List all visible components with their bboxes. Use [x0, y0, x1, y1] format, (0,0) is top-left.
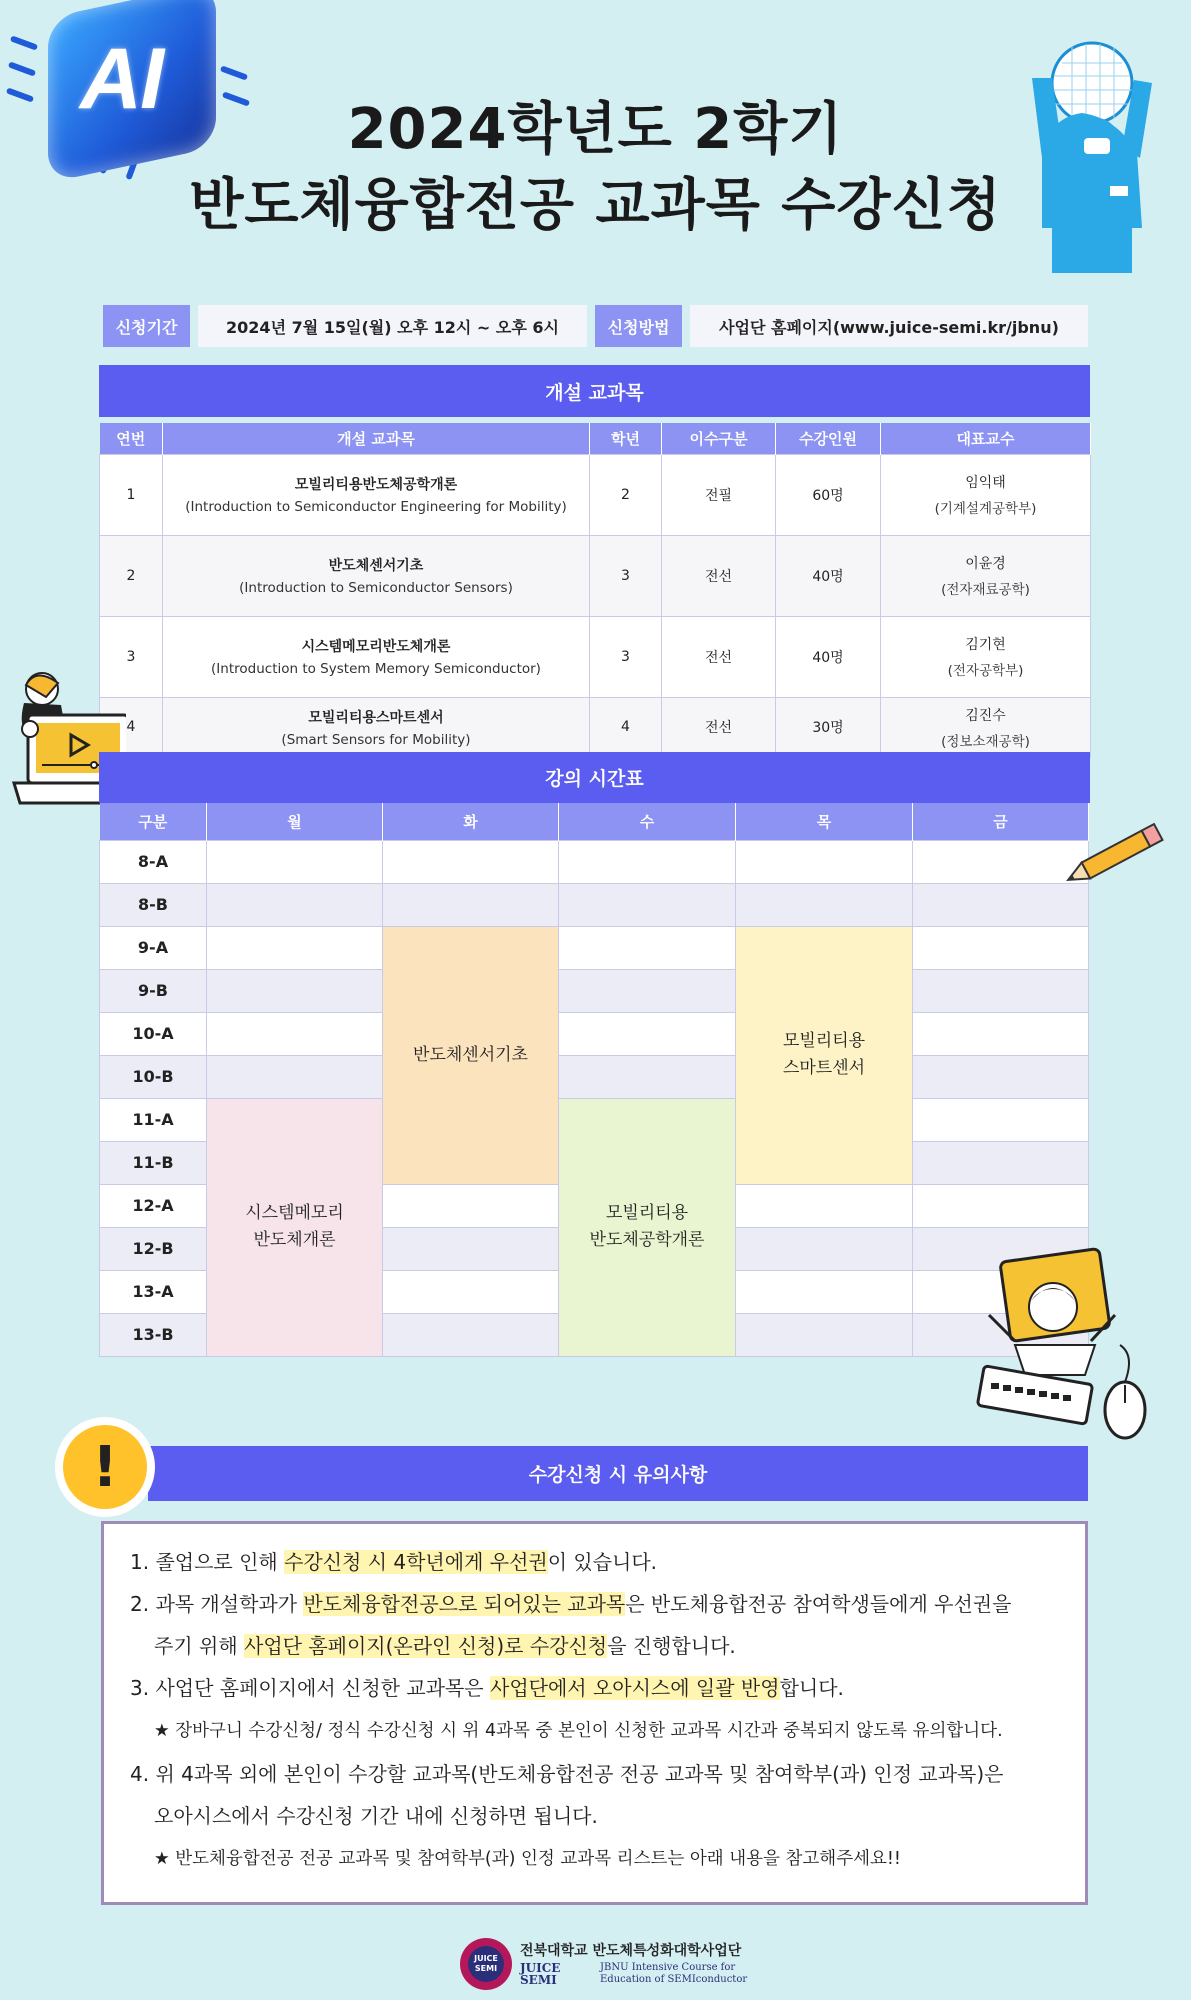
course-type: 전선	[662, 535, 776, 616]
empty-cell	[383, 840, 559, 883]
course-type: 전필	[662, 454, 776, 535]
ai-chip-label: AI	[80, 31, 162, 127]
empty-cell	[383, 883, 559, 926]
empty-cell	[736, 1184, 913, 1227]
empty-cell	[559, 883, 736, 926]
course-capacity: 60명	[776, 454, 881, 535]
header-grade: 학년	[590, 423, 662, 454]
course-name-cell	[163, 535, 590, 616]
cleanroom-worker-illustration	[1022, 38, 1172, 288]
course-no: 2	[100, 535, 163, 616]
course-professor: 김기현	[965, 637, 1006, 653]
jbnu-tagline	[600, 1962, 747, 1986]
method-value: 사업단 홈페이지(www.juice-semi.kr/jbnu)	[690, 305, 1088, 347]
course-table	[99, 423, 1091, 758]
notice-text: 을 진행합니다.	[607, 1634, 736, 1658]
empty-cell	[913, 1184, 1089, 1227]
empty-cell	[559, 1012, 736, 1055]
university-seal-icon	[460, 1938, 512, 1990]
header-fri: 금	[913, 803, 1089, 840]
notice-text: 합니다.	[779, 1676, 844, 1700]
course-name-cell	[163, 454, 590, 535]
period-value: 2024년 7월 15일(월) 오후 12시 ~ 오후 6시	[198, 305, 587, 347]
empty-cell	[913, 1012, 1089, 1055]
empty-cell	[383, 1184, 559, 1227]
class-thu-line2: 스마트센서	[782, 1058, 866, 1078]
header-tue: 화	[383, 803, 559, 840]
header-period: 구분	[100, 803, 207, 840]
course-name: 모빌리티용반도체공학개론	[294, 477, 458, 493]
notice-highlight: 사업단에서 오아시스에 일괄 반영	[490, 1676, 780, 1700]
notice-text: 2. 과목 개설학과가	[130, 1592, 304, 1616]
timetable-row	[100, 1055, 1089, 1098]
period-label: 신청기간	[103, 305, 190, 347]
notice-highlight: 사업단 홈페이지(온라인 신청)로 수강신청	[244, 1634, 608, 1658]
semi-text: SEMI	[520, 1973, 557, 1987]
period-label: 12-A	[100, 1184, 207, 1227]
exclamation-icon: !	[63, 1425, 147, 1509]
empty-cell	[736, 1313, 913, 1356]
notice-text: 은 반도체융합전공 참여학생들에게 우선권을	[625, 1592, 1012, 1616]
empty-cell	[913, 1055, 1089, 1098]
course-name-cell	[163, 697, 590, 757]
seal-text: JUICE SEMI	[468, 1946, 504, 1982]
timetable-section-header	[99, 752, 1090, 803]
timetable-header	[100, 803, 1089, 840]
period-label: 10-A	[100, 1012, 207, 1055]
notice-text: 이 있습니다.	[547, 1550, 658, 1574]
course-professor: 김진수	[965, 707, 1006, 724]
course-no: 1	[100, 454, 163, 535]
empty-cell	[559, 969, 736, 1012]
exclamation-badge	[55, 1417, 155, 1517]
notice-star-1: ★ 장바구니 수강신청/ 정식 수강신청 시 위 4과목 중 본인이 신청한 교과목 시간과 중복되지 않도록 유의합니다.	[154, 1721, 1003, 1741]
empty-cell	[913, 969, 1089, 1012]
table-row	[100, 535, 1091, 616]
notice-text: 3. 사업단 홈페이지에서 신청한 교과목은	[130, 1676, 490, 1700]
course-no: 3	[100, 616, 163, 697]
header-type: 이수구분	[662, 423, 776, 454]
notice-section-title: 수강신청 시 유의사항	[528, 1464, 708, 1486]
course-capacity: 30명	[776, 697, 881, 757]
course-name: 모빌리티용스마트센서	[308, 709, 444, 726]
title-line2: 반도체융합전공 교과목 수강신청	[189, 173, 1002, 238]
notice-item-2	[130, 1588, 1011, 1617]
period-label: 10-B	[100, 1055, 207, 1098]
notice-highlight: 반도체융합전공으로 되어있는 교과목	[303, 1592, 626, 1616]
class-mon-line2: 반도체개론	[253, 1230, 336, 1250]
class-mon-line1: 시스템메모리	[245, 1203, 344, 1223]
course-name-cell	[163, 616, 590, 697]
empty-cell	[913, 1141, 1089, 1184]
empty-cell	[383, 1313, 559, 1356]
empty-cell	[383, 1227, 559, 1270]
table-row	[100, 454, 1091, 535]
jbnu-line1: JBNU Intensive Course for	[600, 1962, 736, 1973]
class-tue-line1: 반도체센서기초	[413, 1044, 528, 1065]
course-professor: 이윤경	[965, 556, 1006, 572]
notice-item-4-cont: 오아시스에서 수강신청 기간 내에 신청하면 됩니다.	[154, 1804, 598, 1828]
timetable-row	[100, 1098, 1089, 1141]
period-label: 12-B	[100, 1227, 207, 1270]
footer-logo	[460, 1938, 760, 1993]
course-grade: 3	[590, 616, 662, 697]
course-grade: 4	[590, 697, 662, 757]
method-label: 신청방법	[595, 305, 682, 347]
notice-box	[101, 1521, 1088, 1905]
course-department: (정보소재공학)	[941, 733, 1030, 750]
empty-cell	[207, 1055, 383, 1098]
period-label: 13-B	[100, 1313, 207, 1356]
class-block-thu	[736, 926, 913, 1184]
course-department: (전자공학부)	[947, 663, 1024, 679]
course-professor: 임익태	[965, 475, 1006, 491]
organization-name: 전북대학교 반도체특성화대학사업단	[520, 1943, 742, 1959]
notice-item-1	[130, 1546, 657, 1575]
timetable-row	[100, 883, 1089, 926]
period-label: 9-A	[100, 926, 207, 969]
course-department: (전자재료공학)	[941, 582, 1030, 598]
course-professor-cell	[881, 616, 1091, 697]
period-label: 8-B	[100, 883, 207, 926]
period-label: 13-A	[100, 1270, 207, 1313]
application-info-bar	[103, 305, 1088, 347]
notice-item-4: 4. 위 4과목 외에 본인이 수강할 교과목(반도체융합전공 전공 교과목 및 참여학부(과) 인정 교과목)은	[130, 1762, 1004, 1786]
table-row	[100, 697, 1091, 757]
empty-cell	[559, 840, 736, 883]
class-block-wed	[559, 1098, 736, 1356]
notice-text: 1. 졸업으로 인해	[130, 1550, 285, 1574]
header-professor: 대표교수	[881, 423, 1091, 454]
course-professor-cell	[881, 454, 1091, 535]
class-wed-line1: 모빌리티용	[605, 1203, 689, 1223]
class-block-tue	[383, 926, 559, 1184]
period-label: 11-B	[100, 1141, 207, 1184]
notice-item-3	[130, 1672, 844, 1701]
notice-item-2-cont	[154, 1630, 736, 1659]
timetable-row	[100, 1012, 1089, 1055]
page-title	[0, 92, 1191, 244]
empty-cell	[207, 840, 383, 883]
class-block-mon	[207, 1098, 383, 1356]
period-label: 9-B	[100, 969, 207, 1012]
juice-semi-logo	[520, 1962, 560, 1986]
empty-cell	[736, 840, 913, 883]
course-no: 4	[100, 697, 163, 757]
title-line1: 2024학년도 2학기	[347, 97, 844, 162]
table-row	[100, 616, 1091, 697]
course-english-name: (Smart Sensors for Mobility)	[281, 731, 471, 748]
header-capacity: 수강인원	[776, 423, 881, 454]
course-table-header	[100, 423, 1091, 454]
empty-cell	[736, 883, 913, 926]
timetable-row	[100, 969, 1089, 1012]
juice-text: JUICE	[520, 1961, 561, 1975]
timetable-section-title: 강의 시간표	[545, 768, 644, 790]
empty-cell	[913, 926, 1089, 969]
empty-cell	[207, 883, 383, 926]
course-english-name: (Introduction to Semiconductor Engineering for Mobility)	[185, 499, 567, 515]
courses-section-header	[99, 365, 1090, 417]
empty-cell	[559, 926, 736, 969]
course-name: 시스템메모리반도체개론	[301, 639, 451, 655]
course-professor-cell	[881, 535, 1091, 616]
notice-text: 주기 위해	[154, 1634, 244, 1658]
class-wed-line2: 반도체공학개론	[589, 1230, 705, 1250]
course-english-name: (Introduction to Semiconductor Sensors)	[239, 580, 513, 596]
header-mon: 월	[207, 803, 383, 840]
class-thu-line1: 모빌리티용	[782, 1031, 866, 1051]
header-course: 개설 교과목	[163, 423, 590, 454]
course-capacity: 40명	[776, 616, 881, 697]
header-wed: 수	[559, 803, 736, 840]
timetable-row	[100, 926, 1089, 969]
course-type: 전선	[662, 697, 776, 757]
notice-highlight: 수강신청 시 4학년에게 우선권	[284, 1550, 548, 1574]
period-label: 8-A	[100, 840, 207, 883]
empty-cell	[207, 969, 383, 1012]
timetable-row	[100, 840, 1089, 883]
jbnu-line2: Education of SEMIconductor	[600, 1974, 748, 1985]
course-name: 반도체센서기초	[328, 558, 424, 574]
course-department: (기계설계공학부)	[934, 501, 1037, 517]
period-label: 11-A	[100, 1098, 207, 1141]
empty-cell	[736, 1270, 913, 1313]
empty-cell	[559, 1055, 736, 1098]
pencil-illustration	[1060, 820, 1170, 890]
empty-cell	[207, 1012, 383, 1055]
computer-character-illustration	[975, 1245, 1160, 1445]
empty-cell	[913, 1098, 1089, 1141]
header-thu: 목	[736, 803, 913, 840]
empty-cell	[383, 1270, 559, 1313]
timetable	[99, 803, 1089, 1357]
header-no: 연번	[100, 423, 163, 454]
courses-section-title: 개설 교과목	[545, 381, 644, 404]
notice-star-2: ★ 반도체융합전공 전공 교과목 및 참여학부(과) 인정 교과목 리스트는 아래 내용을 참고해주세요!!	[154, 1849, 901, 1869]
notice-section-header	[148, 1446, 1088, 1501]
course-grade: 3	[590, 535, 662, 616]
empty-cell	[736, 1227, 913, 1270]
empty-cell	[207, 926, 383, 969]
course-type: 전선	[662, 616, 776, 697]
course-capacity: 40명	[776, 535, 881, 616]
course-english-name: (Introduction to System Memory Semiconductor)	[211, 661, 541, 677]
course-grade: 2	[590, 454, 662, 535]
course-professor-cell	[881, 697, 1091, 757]
